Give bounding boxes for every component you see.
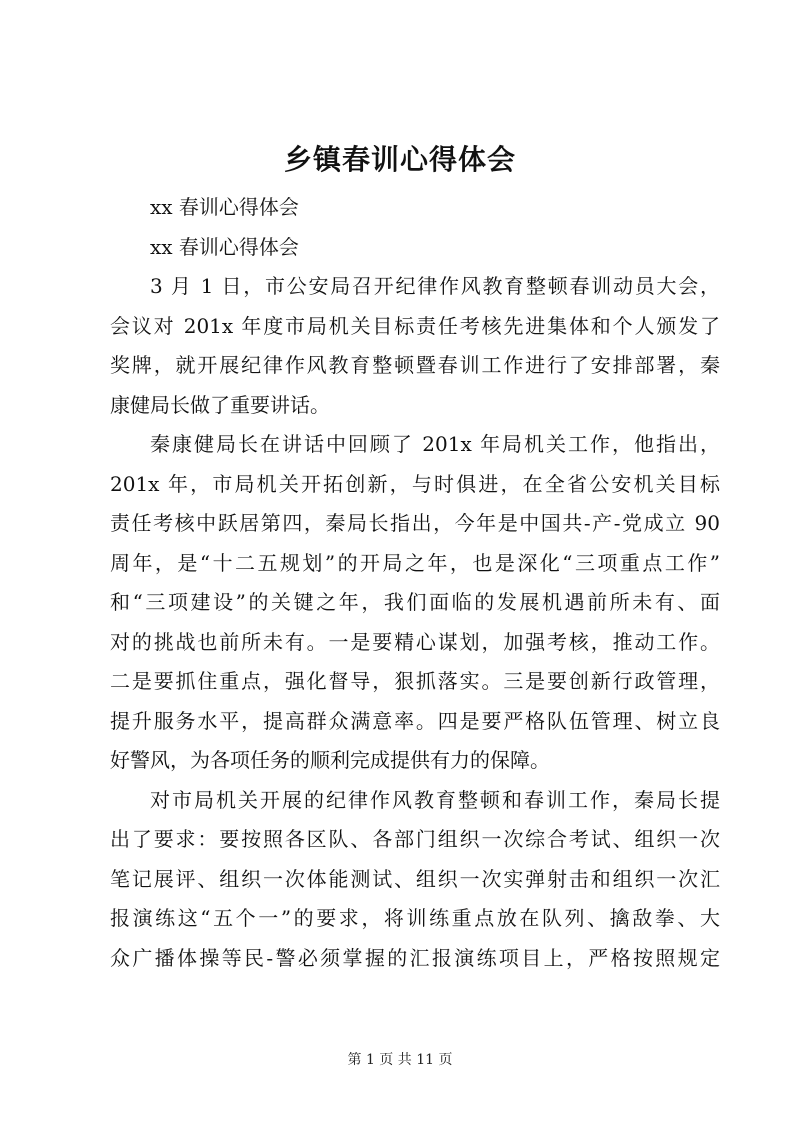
document-title: 乡镇春训心得体会	[283, 143, 516, 176]
text-line: xx 春训心得体会	[150, 195, 299, 219]
text-line: 周年，是“十二五规划”的开局之年，也是深化“三项重点工作”	[110, 550, 720, 575]
text-line: 笔记展评、组织一次体能测试、组织一次实弹射击和组织一次汇	[110, 866, 720, 891]
text-line: 二是要抓住重点，强化督导，狠抓落实。三是要创新行政管理，	[110, 669, 720, 693]
text-line: 和“三项建设”的关键之年，我们面临的发展机遇前所未有、面	[110, 590, 720, 614]
text-line: 提升服务水平，提高群众满意率。四是要严格队伍管理、树立良	[110, 708, 720, 733]
document-body	[110, 188, 720, 978]
text-line: 报演练这“五个一”的要求，将训练重点放在队列、擒敌拳、大	[110, 906, 720, 930]
text-line: 201x 年，市局机关开拓创新，与时俱进，在全省公安机关目标	[110, 471, 720, 496]
text-line: 3 月 1 日，市公安局召开纪律作风教育整顿春训动员大会，	[150, 274, 720, 298]
text-line: 对市局机关开展的纪律作风教育整顿和春训工作，秦局长提	[150, 787, 720, 812]
text-line: 对的挑战也前所未有。一是要精心谋划，加强考核，推动工作。	[110, 629, 720, 654]
text-line: 出了要求：要按照各区队、各部门组织一次综合考试、组织一次	[110, 827, 720, 851]
text-line: 奖牌，就开展纪律作风教育整顿暨春训工作进行了安排部署，秦	[110, 353, 720, 377]
text-line: 众广播体操等民-警必须掌握的汇报演练项目上，严格按照规定	[110, 945, 720, 970]
text-line: xx 春训心得体会	[150, 234, 299, 259]
text-line: 秦康健局长在讲话中回顾了 201x 年局机关工作，他指出，	[150, 432, 720, 456]
text-line: 好警风，为各项任务的顺利完成提供有力的保障。	[110, 748, 550, 772]
text-line: 责任考核中跃居第四，秦局长指出，今年是中国共-产-党成立 90	[110, 511, 720, 535]
page-footer: 第 1 页 共 11 页	[347, 1052, 453, 1068]
text-line: 康健局长做了重要讲话。	[110, 392, 330, 417]
text-line: 会议对 201x 年度市局机关目标责任考核先进集体和个人颁发了	[110, 313, 720, 338]
